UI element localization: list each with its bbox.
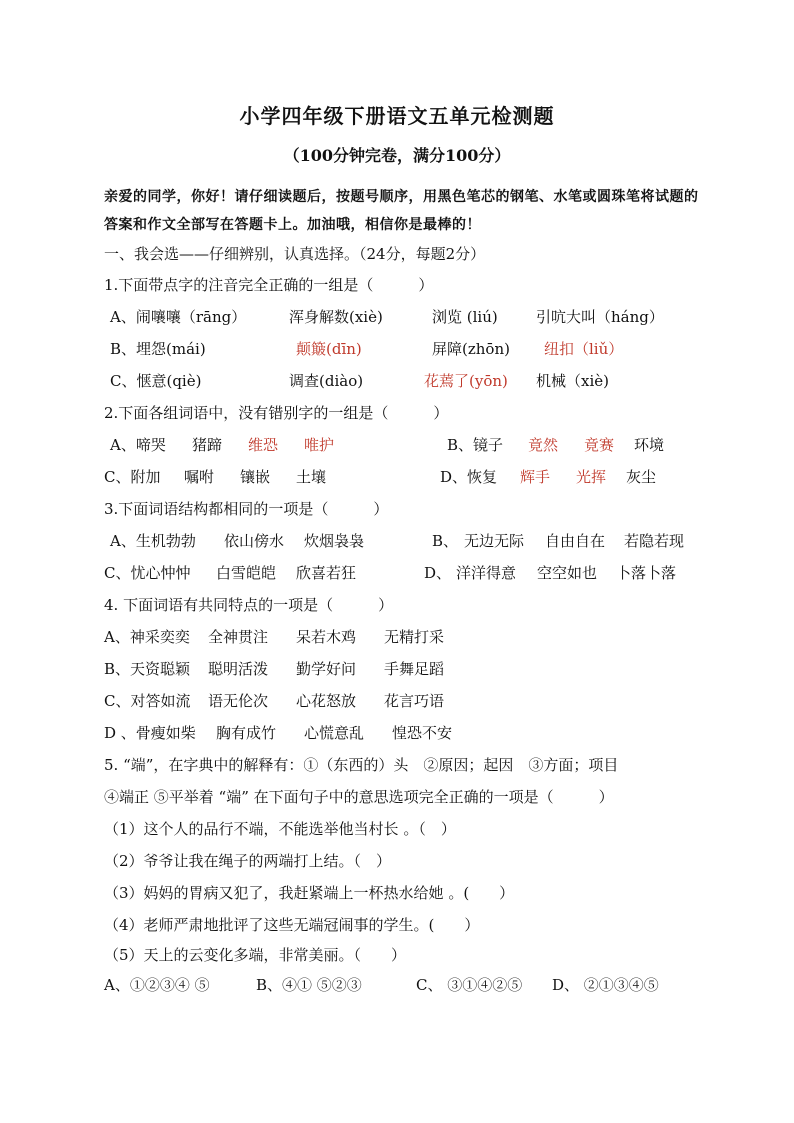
q5-sentence-3: （3）妈妈的胃病又犯了，我赶紧端上一杯热水给她 。( ） [104, 884, 515, 902]
q3-d4: 卜落卜落 [616, 564, 677, 582]
q2-a3: 维恐 [248, 436, 279, 454]
q1-a2: 浑身解数(xiè) [289, 308, 383, 326]
q3-a1: A、生机勃勃 [110, 532, 196, 550]
q2-c3: 镶嵌 [240, 468, 271, 486]
page-title: 小学四年级下册语文五单元检测题 [239, 104, 555, 128]
q4-d3: 心慌意乱 [304, 724, 365, 742]
q2-a1: A、啼哭 [110, 436, 166, 454]
q3-d3: 空空如也 [537, 564, 598, 582]
q5-option-d: D、 ②①③④⑤ [552, 976, 659, 994]
q1-stem: 1.下面带点字的注音完全正确的一组是（ ） [104, 276, 434, 294]
q3-stem: 3.下面词语结构都相同的一项是（ ） [104, 500, 389, 518]
q3-c3: 欣喜若狂 [296, 564, 357, 582]
q5-sentence-5: （5）天上的云变化多端，非常美丽。（ ） [104, 946, 407, 964]
q2-a4: 唯护 [304, 436, 335, 454]
q3-b3: 自由自在 [545, 532, 606, 550]
q3-a3: 炊烟袅袅 [304, 532, 365, 550]
q3-b4: 若隐若现 [624, 532, 685, 550]
q4-a2: 全神贯注 [208, 628, 269, 646]
q1-b1: B、埋怨(mái) [110, 340, 206, 358]
q4-b2: 聪明活泼 [208, 660, 269, 678]
q2-c4: 土壤 [296, 468, 327, 486]
q3-d1: D、 [424, 564, 452, 582]
q1-c4: 机械（xiè) [536, 372, 609, 390]
q5-sentence-1: （1）这个人的品行不端，不能选举他当村长 。（ ） [104, 820, 456, 838]
q5-sentence-2: （2）爷爷让我在绳子的两端打上结。（ ） [104, 852, 392, 870]
q4-c1: C、对答如流 [104, 692, 191, 710]
q1-b4: 纽扣（liǔ） [544, 340, 624, 358]
q3-b2: 无边无际 [464, 532, 525, 550]
q2-b2: 竟然 [528, 436, 559, 454]
q3-c2: 白雪皑皑 [216, 564, 277, 582]
q2-d2: 辉手 [520, 468, 551, 486]
q1-c1: C、惬意(qiè) [110, 372, 202, 390]
q4-d4: 惶恐不安 [392, 724, 453, 742]
q1-c2: 调查(diào) [289, 372, 364, 390]
q4-a1: A、神采奕奕 [104, 628, 190, 646]
q4-b4: 手舞足蹈 [384, 660, 445, 678]
q3-d2: 洋洋得意 [456, 564, 517, 582]
q1-a1: A、闹嚷嚷（rāng） [110, 308, 247, 326]
q1-a3: 浏览 (liú) [432, 308, 498, 326]
q3-b1: B、 [432, 532, 459, 550]
q2-b4: 环境 [634, 436, 665, 454]
q2-c1: C、附加 [104, 468, 161, 486]
q5-sentence-4: （4）老师严肃地批评了这些无端冠闹事的学生。( ） [104, 916, 480, 934]
q4-c4: 花言巧语 [384, 692, 445, 710]
q3-c1: C、忧心忡忡 [104, 564, 191, 582]
q4-a4: 无精打采 [384, 628, 445, 646]
q4-d2: 胸有成竹 [216, 724, 277, 742]
q5-option-c: C、 ③①④②⑤ [416, 976, 523, 994]
q5-option-b: B、④① ⑤②③ [256, 976, 362, 994]
q5-stem-line2: ④端正 ⑤平举着 “端” 在下面句子中的意思选项完全正确的一项是（ ） [104, 788, 614, 806]
q2-a2: 猪蹄 [192, 436, 223, 454]
section-heading: 一、我会选——仔细辨别，认真选择。（24分，每题2分） [104, 245, 486, 263]
page-subtitle: （100分钟完卷，满分100分） [283, 146, 511, 165]
q2-c2: 嘱咐 [184, 468, 215, 486]
q1-b2: 颠簸(dīn) [296, 340, 362, 358]
q1-a4: 引吭大叫（háng） [536, 308, 664, 326]
q1-c3: 花蔫了(yōn) [424, 372, 508, 390]
q2-b1: B、镜子 [447, 436, 504, 454]
q2-b3: 竟赛 [584, 436, 615, 454]
q4-c3: 心花怒放 [296, 692, 357, 710]
q1-b3: 屏障(zhōn) [432, 340, 510, 358]
q2-stem: 2.下面各组词语中，没有错别字的一组是（ ） [104, 404, 449, 422]
q4-d1: D 、骨瘦如柴 [104, 724, 196, 742]
q5-stem-line1: 5. “端”，在字典中的解释有：①（东西的）头 ②原因；起因 ③方面；项目 [104, 756, 619, 774]
q4-c2: 语无伦次 [208, 692, 269, 710]
q2-d1: D、恢复 [440, 468, 498, 486]
q5-option-a: A、①②③④ ⑤ [104, 976, 210, 994]
q2-d3: 光挥 [576, 468, 607, 486]
q2-d4: 灰尘 [626, 468, 657, 486]
q4-stem: 4. 下面词语有共同特点的一项是（ ） [104, 596, 394, 614]
q4-a3: 呆若木鸡 [296, 628, 357, 646]
q3-a2: 依山傍水 [224, 532, 285, 550]
q4-b1: B、天资聪颖 [104, 660, 191, 678]
q4-b3: 勤学好问 [296, 660, 357, 678]
intro-paragraph: 亲爱的同学，你好！请仔细读题后，按题号顺序，用黑色笔芯的钢笔、水笔或圆珠笔将试题的答案和作文全部写在答题卡上。加油哦，相信你是最棒的！ [104, 189, 699, 233]
